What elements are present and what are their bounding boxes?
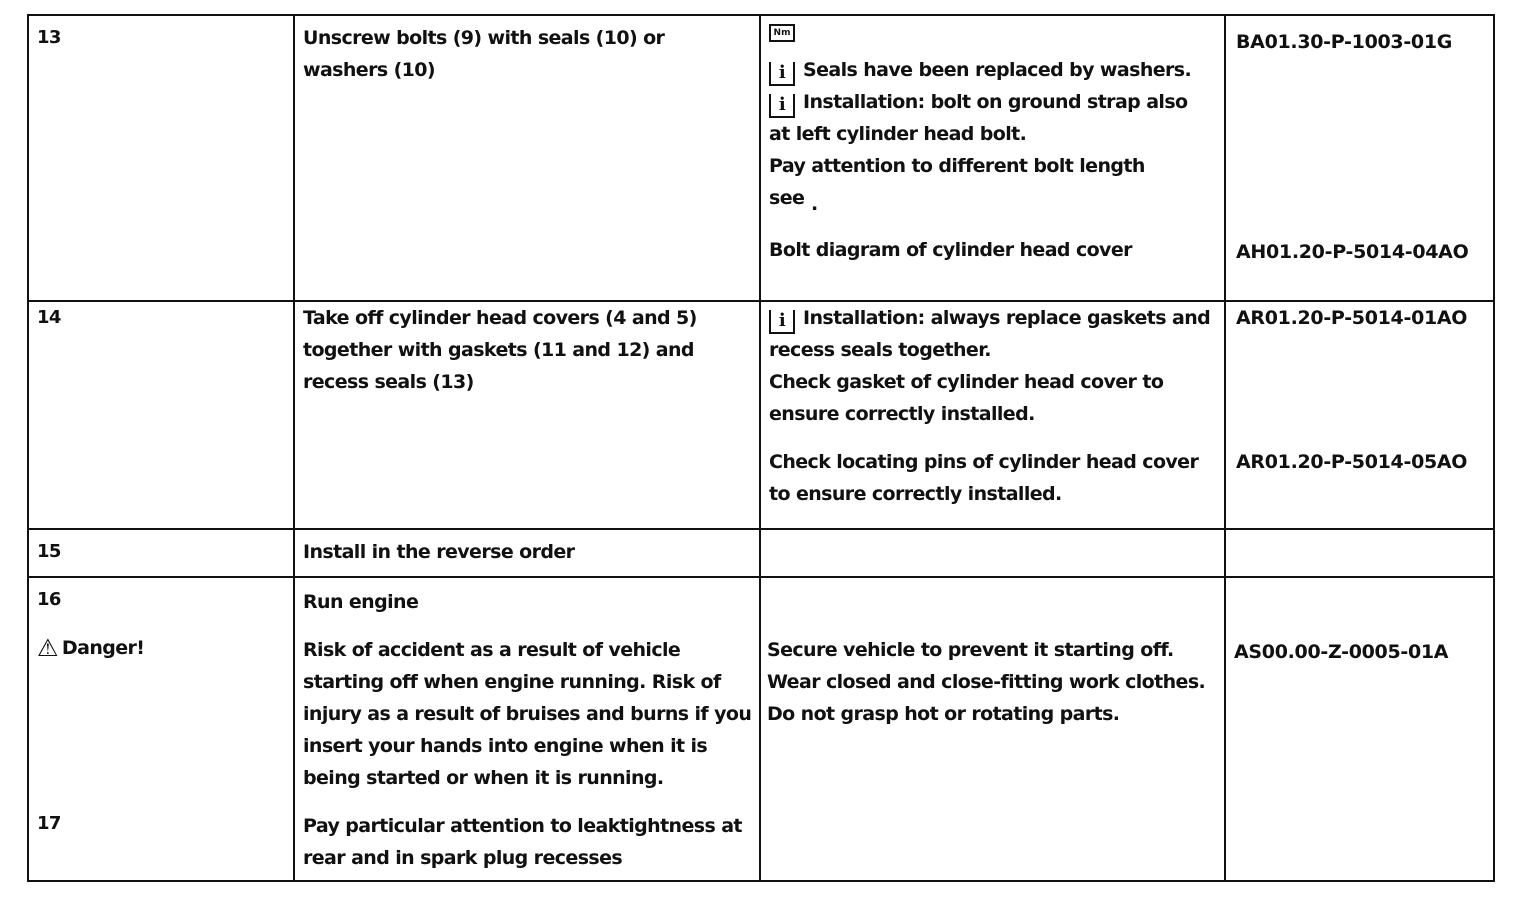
action-text: being started or when it is running. (303, 767, 664, 789)
action-text: rear and in spark plug recesses (303, 847, 623, 869)
action-text: Risk of accident as a result of vehicle (303, 639, 681, 661)
action-text: starting off when engine running. Risk of (303, 671, 721, 693)
table-row-step-13 (28, 15, 1494, 301)
reference-cell (1225, 529, 1494, 577)
reference-cell (1225, 301, 1494, 529)
action-cell (294, 577, 760, 881)
note-text: Installation: bolt on ground strap also (803, 91, 1188, 113)
table-row-step-14 (28, 301, 1494, 529)
action-text: Unscrew bolts (9) with seals (10) or (303, 27, 665, 49)
note-text: Do not grasp hot or rotating parts. (767, 703, 1120, 725)
notes-cell (760, 529, 1225, 577)
note-text: . (811, 193, 818, 215)
action-text: Install in the reverse order (303, 541, 575, 563)
step-number: 15 (37, 541, 61, 562)
action-cell (294, 301, 760, 529)
action-text: washers (10) (303, 59, 435, 81)
action-text: insert your hands into engine when it is (303, 735, 708, 757)
info-icon: i (769, 94, 795, 118)
note-text: ensure correctly installed. (769, 403, 1035, 425)
note-text: Installation: always replace gaskets and (803, 307, 1211, 329)
document-reference: AR01.20-P-5014-05AO (1236, 451, 1468, 473)
step-cell (28, 301, 294, 529)
table-row-step-16-17 (28, 577, 1494, 881)
note-text: recess seals together. (769, 339, 991, 361)
note-text: Pay attention to different bolt length (769, 155, 1145, 177)
reference-cell (1225, 577, 1494, 881)
document-reference: BA01.30-P-1003-01G (1236, 31, 1453, 53)
action-cell (294, 529, 760, 577)
note-text: Check gasket of cylinder head cover to (769, 371, 1164, 393)
notes-cell (760, 301, 1225, 529)
note-text: Wear closed and close-fitting work clothes. (767, 671, 1206, 693)
torque-nm-icon: Nm (769, 24, 795, 42)
action-text: recess seals (13) (303, 371, 474, 393)
action-title: Run engine (303, 591, 419, 613)
step-number: 13 (37, 27, 61, 48)
note-text: Seals have been replaced by washers. (803, 59, 1192, 81)
step-cell (28, 15, 294, 301)
step-cell (28, 529, 294, 577)
info-icon: i (769, 310, 795, 334)
note-text: Secure vehicle to prevent it starting off. (767, 639, 1174, 661)
table-row-step-15 (28, 529, 1494, 577)
step-number: 17 (37, 813, 61, 834)
note-text: Check locating pins of cylinder head cover (769, 451, 1199, 473)
document-reference: AH01.20-P-5014-04AO (1236, 241, 1469, 263)
info-icon: i (769, 62, 795, 86)
work-steps-table (27, 14, 1495, 882)
step-number: 16 (37, 589, 61, 610)
action-cell (294, 15, 760, 301)
action-text: Pay particular attention to leaktightness at (303, 815, 742, 837)
note-text: see (769, 187, 805, 209)
reference-cell (1225, 15, 1494, 301)
action-text: injury as a result of bruises and burns if you (303, 703, 752, 725)
note-text: at left cylinder head bolt. (769, 123, 1027, 145)
action-text: Take off cylinder head covers (4 and 5) (303, 307, 697, 329)
note-text: Bolt diagram of cylinder head cover (769, 239, 1132, 261)
warning-triangle-icon: ⚠ (37, 634, 58, 662)
step-number: 14 (37, 307, 61, 328)
document-reference: AS00.00-Z-0005-01A (1234, 641, 1449, 663)
step-cell (28, 577, 294, 881)
notes-cell (760, 577, 1225, 881)
action-text: together with gaskets (11 and 12) and (303, 339, 694, 361)
note-text: to ensure correctly installed. (769, 483, 1062, 505)
document-reference: AR01.20-P-5014-01AO (1236, 307, 1468, 329)
danger-label: Danger! (61, 637, 145, 659)
notes-cell (760, 15, 1225, 301)
